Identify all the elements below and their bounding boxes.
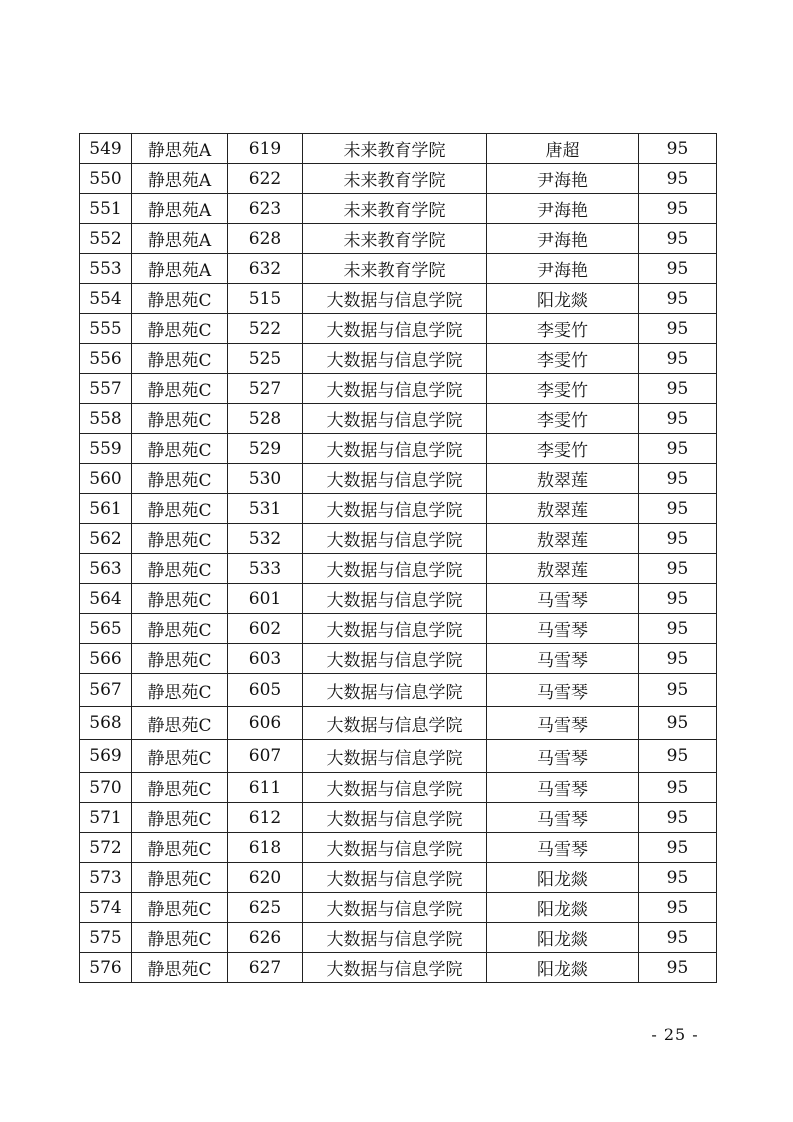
- counselor-cell: 敖翠莲: [487, 554, 639, 584]
- row-index-cell: 555: [80, 314, 132, 344]
- row-index-cell: 572: [80, 833, 132, 863]
- row-index-cell: 573: [80, 863, 132, 893]
- row-index-cell: 566: [80, 644, 132, 674]
- score-cell: 95: [639, 674, 717, 707]
- score-cell: 95: [639, 494, 717, 524]
- counselor-cell: 马雪琴: [487, 707, 639, 740]
- room-number-cell: 530: [228, 464, 303, 494]
- college-cell: 大数据与信息学院: [303, 674, 487, 707]
- building-cell: 静思苑C: [132, 674, 228, 707]
- table-row: [80, 434, 717, 464]
- room-number-cell: 626: [228, 923, 303, 953]
- row-index-cell: 551: [80, 194, 132, 224]
- college-cell: 大数据与信息学院: [303, 773, 487, 803]
- building-cell: 静思苑C: [132, 314, 228, 344]
- building-cell: 静思苑C: [132, 524, 228, 554]
- table-row: [80, 464, 717, 494]
- table-row: [80, 224, 717, 254]
- score-cell: 95: [639, 164, 717, 194]
- room-number-cell: 632: [228, 254, 303, 284]
- college-cell: 大数据与信息学院: [303, 644, 487, 674]
- table-row: [80, 404, 717, 434]
- row-index-cell: 568: [80, 707, 132, 740]
- row-index-cell: 570: [80, 773, 132, 803]
- building-cell: 静思苑C: [132, 284, 228, 314]
- building-cell: 静思苑C: [132, 740, 228, 773]
- counselor-cell: 李雯竹: [487, 344, 639, 374]
- row-index-cell: 571: [80, 803, 132, 833]
- table-row: [80, 707, 717, 740]
- room-number-cell: 532: [228, 524, 303, 554]
- row-index-cell: 553: [80, 254, 132, 284]
- building-cell: 静思苑C: [132, 707, 228, 740]
- building-cell: 静思苑C: [132, 644, 228, 674]
- college-cell: 大数据与信息学院: [303, 494, 487, 524]
- score-cell: 95: [639, 740, 717, 773]
- counselor-cell: 阳龙燚: [487, 953, 639, 983]
- row-index-cell: 575: [80, 923, 132, 953]
- room-number-cell: 533: [228, 554, 303, 584]
- table-row: [80, 644, 717, 674]
- college-cell: 大数据与信息学院: [303, 833, 487, 863]
- table-row: [80, 374, 717, 404]
- building-cell: 静思苑A: [132, 254, 228, 284]
- room-number-cell: 619: [228, 134, 303, 164]
- table-row: [80, 494, 717, 524]
- row-index-cell: 559: [80, 434, 132, 464]
- row-index-cell: 556: [80, 344, 132, 374]
- row-index-cell: 550: [80, 164, 132, 194]
- row-index-cell: 560: [80, 464, 132, 494]
- room-number-cell: 612: [228, 803, 303, 833]
- row-index-cell: 563: [80, 554, 132, 584]
- table-row: [80, 740, 717, 773]
- table-row: [80, 893, 717, 923]
- table-row: [80, 194, 717, 224]
- score-cell: 95: [639, 554, 717, 584]
- score-cell: 95: [639, 134, 717, 164]
- room-number-cell: 527: [228, 374, 303, 404]
- table-row: [80, 284, 717, 314]
- counselor-cell: 马雪琴: [487, 803, 639, 833]
- row-index-cell: 549: [80, 134, 132, 164]
- counselor-cell: 敖翠莲: [487, 494, 639, 524]
- college-cell: 大数据与信息学院: [303, 434, 487, 464]
- score-cell: 95: [639, 863, 717, 893]
- table-row: [80, 164, 717, 194]
- college-cell: 大数据与信息学院: [303, 707, 487, 740]
- table-row: [80, 134, 717, 164]
- building-cell: 静思苑C: [132, 584, 228, 614]
- score-cell: 95: [639, 923, 717, 953]
- college-cell: 大数据与信息学院: [303, 584, 487, 614]
- counselor-cell: 尹海艳: [487, 254, 639, 284]
- building-cell: 静思苑C: [132, 863, 228, 893]
- college-cell: 未来教育学院: [303, 134, 487, 164]
- table-row: [80, 803, 717, 833]
- room-number-cell: 628: [228, 224, 303, 254]
- room-number-cell: 602: [228, 614, 303, 644]
- score-cell: 95: [639, 224, 717, 254]
- table-row: [80, 923, 717, 953]
- score-cell: 95: [639, 953, 717, 983]
- score-cell: 95: [639, 374, 717, 404]
- room-number-cell: 522: [228, 314, 303, 344]
- table-row: [80, 773, 717, 803]
- counselor-cell: 马雪琴: [487, 584, 639, 614]
- building-cell: 静思苑C: [132, 893, 228, 923]
- table-row: [80, 614, 717, 644]
- table-row: [80, 554, 717, 584]
- table-row: [80, 953, 717, 983]
- room-number-cell: 525: [228, 344, 303, 374]
- room-number-cell: 601: [228, 584, 303, 614]
- building-cell: 静思苑C: [132, 404, 228, 434]
- college-cell: 大数据与信息学院: [303, 314, 487, 344]
- score-cell: 95: [639, 254, 717, 284]
- building-cell: 静思苑A: [132, 134, 228, 164]
- row-index-cell: 562: [80, 524, 132, 554]
- score-cell: 95: [639, 464, 717, 494]
- counselor-cell: 敖翠莲: [487, 524, 639, 554]
- table-row: [80, 254, 717, 284]
- counselor-cell: 李雯竹: [487, 434, 639, 464]
- counselor-cell: 马雪琴: [487, 644, 639, 674]
- row-index-cell: 557: [80, 374, 132, 404]
- score-cell: 95: [639, 314, 717, 344]
- building-cell: 静思苑A: [132, 194, 228, 224]
- score-cell: 95: [639, 284, 717, 314]
- row-index-cell: 565: [80, 614, 132, 644]
- counselor-cell: 马雪琴: [487, 740, 639, 773]
- counselor-cell: 阳龙燚: [487, 893, 639, 923]
- building-cell: 静思苑C: [132, 344, 228, 374]
- college-cell: 大数据与信息学院: [303, 740, 487, 773]
- building-cell: 静思苑C: [132, 464, 228, 494]
- row-index-cell: 558: [80, 404, 132, 434]
- row-index-cell: 564: [80, 584, 132, 614]
- score-cell: 95: [639, 434, 717, 464]
- counselor-cell: 尹海艳: [487, 224, 639, 254]
- college-cell: 大数据与信息学院: [303, 893, 487, 923]
- score-cell: 95: [639, 404, 717, 434]
- counselor-cell: 李雯竹: [487, 314, 639, 344]
- row-index-cell: 574: [80, 893, 132, 923]
- table-row: [80, 674, 717, 707]
- counselor-cell: 马雪琴: [487, 614, 639, 644]
- building-cell: 静思苑C: [132, 554, 228, 584]
- college-cell: 大数据与信息学院: [303, 344, 487, 374]
- score-cell: 95: [639, 524, 717, 554]
- room-number-cell: 622: [228, 164, 303, 194]
- room-number-cell: 515: [228, 284, 303, 314]
- college-cell: 大数据与信息学院: [303, 374, 487, 404]
- college-cell: 未来教育学院: [303, 194, 487, 224]
- room-number-cell: 620: [228, 863, 303, 893]
- table-row: [80, 863, 717, 893]
- row-index-cell: 576: [80, 953, 132, 983]
- college-cell: 大数据与信息学院: [303, 554, 487, 584]
- table-row: [80, 584, 717, 614]
- row-index-cell: 569: [80, 740, 132, 773]
- college-cell: 大数据与信息学院: [303, 404, 487, 434]
- building-cell: 静思苑A: [132, 164, 228, 194]
- counselor-cell: 阳龙燚: [487, 923, 639, 953]
- table-body: [80, 134, 717, 983]
- row-index-cell: 554: [80, 284, 132, 314]
- score-cell: 95: [639, 344, 717, 374]
- room-number-cell: 627: [228, 953, 303, 983]
- room-number-cell: 528: [228, 404, 303, 434]
- college-cell: 未来教育学院: [303, 224, 487, 254]
- college-cell: 大数据与信息学院: [303, 524, 487, 554]
- counselor-cell: 李雯竹: [487, 404, 639, 434]
- room-number-cell: 611: [228, 773, 303, 803]
- college-cell: 大数据与信息学院: [303, 614, 487, 644]
- building-cell: 静思苑A: [132, 224, 228, 254]
- score-cell: 95: [639, 773, 717, 803]
- building-cell: 静思苑C: [132, 614, 228, 644]
- table-row: [80, 524, 717, 554]
- counselor-cell: 马雪琴: [487, 674, 639, 707]
- college-cell: 大数据与信息学院: [303, 863, 487, 893]
- room-number-cell: 623: [228, 194, 303, 224]
- table-row: [80, 833, 717, 863]
- counselor-cell: 阳龙燚: [487, 284, 639, 314]
- college-cell: 大数据与信息学院: [303, 464, 487, 494]
- row-index-cell: 567: [80, 674, 132, 707]
- counselor-cell: 李雯竹: [487, 374, 639, 404]
- college-cell: 大数据与信息学院: [303, 953, 487, 983]
- room-number-cell: 603: [228, 644, 303, 674]
- score-cell: 95: [639, 707, 717, 740]
- room-number-cell: 605: [228, 674, 303, 707]
- college-cell: 未来教育学院: [303, 254, 487, 284]
- building-cell: 静思苑C: [132, 773, 228, 803]
- room-number-cell: 618: [228, 833, 303, 863]
- building-cell: 静思苑C: [132, 923, 228, 953]
- college-cell: 未来教育学院: [303, 164, 487, 194]
- room-number-cell: 607: [228, 740, 303, 773]
- table-row: [80, 314, 717, 344]
- score-cell: 95: [639, 194, 717, 224]
- room-number-cell: 606: [228, 707, 303, 740]
- score-cell: 95: [639, 584, 717, 614]
- score-cell: 95: [639, 614, 717, 644]
- building-cell: 静思苑C: [132, 803, 228, 833]
- college-cell: 大数据与信息学院: [303, 803, 487, 833]
- table-row: [80, 344, 717, 374]
- counselor-cell: 马雪琴: [487, 773, 639, 803]
- room-number-cell: 625: [228, 893, 303, 923]
- counselor-cell: 马雪琴: [487, 833, 639, 863]
- score-cell: 95: [639, 644, 717, 674]
- row-index-cell: 561: [80, 494, 132, 524]
- building-cell: 静思苑C: [132, 434, 228, 464]
- building-cell: 静思苑C: [132, 374, 228, 404]
- building-cell: 静思苑C: [132, 494, 228, 524]
- score-cell: 95: [639, 893, 717, 923]
- college-cell: 大数据与信息学院: [303, 923, 487, 953]
- row-index-cell: 552: [80, 224, 132, 254]
- counselor-cell: 阳龙燚: [487, 863, 639, 893]
- counselor-cell: 尹海艳: [487, 194, 639, 224]
- page-number: - 25 -: [651, 1025, 699, 1044]
- dormitory-score-table: [79, 133, 717, 983]
- college-cell: 大数据与信息学院: [303, 284, 487, 314]
- room-number-cell: 529: [228, 434, 303, 464]
- building-cell: 静思苑C: [132, 833, 228, 863]
- score-cell: 95: [639, 833, 717, 863]
- building-cell: 静思苑C: [132, 953, 228, 983]
- score-cell: 95: [639, 803, 717, 833]
- counselor-cell: 尹海艳: [487, 164, 639, 194]
- counselor-cell: 敖翠莲: [487, 464, 639, 494]
- room-number-cell: 531: [228, 494, 303, 524]
- counselor-cell: 唐超: [487, 134, 639, 164]
